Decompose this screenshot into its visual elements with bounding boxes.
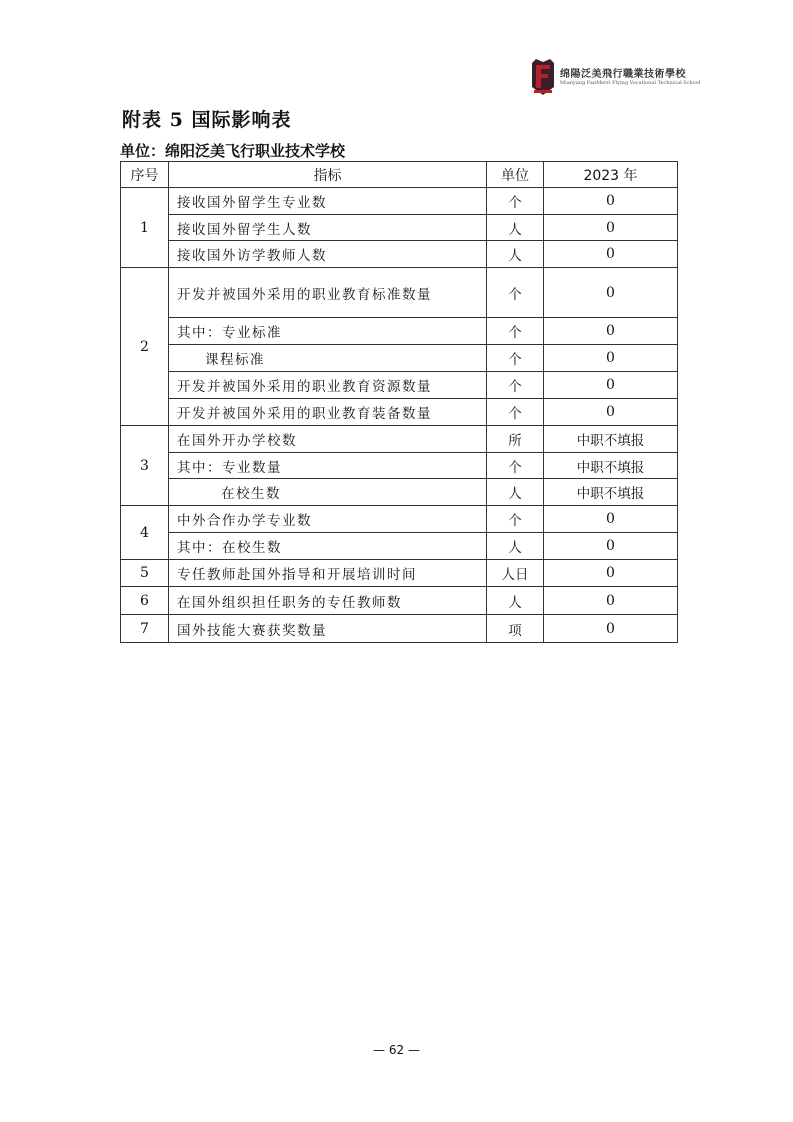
logo-chinese-name: 绵陽泛美飛行職業技術學校 [560,69,686,80]
row-unit: 个 [487,453,544,479]
row-indicator: 开发并被国外采用的职业教育资源数量 [169,372,487,399]
international-influence-table [120,161,678,643]
table-row [121,268,678,318]
table-row [121,453,678,479]
row-value: 0 [544,318,678,345]
table-row [121,479,678,506]
row-indicator: 其中：在校生数 [169,533,487,560]
school-logo [530,57,701,97]
table-row [121,241,678,268]
row-value: 中职不填报 [544,426,678,453]
table-row [121,188,678,215]
row-indicator: 在国外开办学校数 [169,426,487,453]
row-indicator: 接收国外留学生人数 [169,215,487,241]
row-seq: 7 [121,615,169,643]
table-row [121,533,678,560]
row-unit: 人 [487,479,544,506]
row-value: 0 [544,372,678,399]
table-row [121,215,678,241]
row-seq: 1 [121,188,169,268]
row-unit: 个 [487,268,544,318]
row-value: 0 [544,615,678,643]
row-value: 0 [544,345,678,372]
row-seq: 4 [121,506,169,560]
row-value: 0 [544,215,678,241]
page-title: 附表 5 国际影响表 [122,109,292,131]
row-unit: 人 [487,533,544,560]
row-indicator: 其中：专业标准 [169,318,487,345]
row-indicator: 其中：专业数量 [169,453,487,479]
row-value: 中职不填报 [544,479,678,506]
table-row [121,426,678,453]
row-value: 0 [544,560,678,587]
row-unit: 个 [487,188,544,215]
row-value: 0 [544,506,678,533]
page-number: — 62 — [373,1043,420,1057]
table-row [121,345,678,372]
row-unit: 项 [487,615,544,643]
table-row [121,615,678,643]
header-value: 2023 年 [544,162,678,188]
row-value: 0 [544,533,678,560]
row-indicator: 开发并被国外采用的职业教育标准数量 [169,268,487,318]
row-seq: 6 [121,587,169,615]
table-header-row [121,162,678,188]
row-value: 0 [544,268,678,318]
row-seq: 5 [121,560,169,587]
row-value: 0 [544,399,678,426]
row-indicator: 在国外组织担任职务的专任教师数 [169,587,487,615]
row-indicator: 开发并被国外采用的职业教育装备数量 [169,399,487,426]
row-indicator: 中外合作办学专业数 [169,506,487,533]
row-value: 0 [544,587,678,615]
table-row [121,560,678,587]
table-row [121,399,678,426]
row-seq: 2 [121,268,169,426]
table-row [121,318,678,345]
row-value: 0 [544,188,678,215]
row-unit: 个 [487,318,544,345]
row-indicator: 接收国外访学教师人数 [169,241,487,268]
row-value: 0 [544,241,678,268]
school-crest-icon [530,57,556,97]
header-seq: 序号 [121,162,169,188]
row-unit: 人 [487,215,544,241]
row-unit: 个 [487,372,544,399]
row-unit: 人 [487,241,544,268]
row-indicator: 国外技能大赛获奖数量 [169,615,487,643]
row-unit: 个 [487,345,544,372]
row-value: 中职不填报 [544,453,678,479]
table-row [121,372,678,399]
row-unit: 个 [487,506,544,533]
row-indicator: 接收国外留学生专业数 [169,188,487,215]
logo-english-name: Mianyang FanMerri Flying Vocational Technical School [560,80,701,86]
row-unit: 人日 [487,560,544,587]
header-indicator: 指标 [169,162,487,188]
table-row [121,506,678,533]
header-unit: 单位 [487,162,544,188]
row-indicator: 课程标准 [169,345,487,372]
row-unit: 人 [487,587,544,615]
row-indicator: 在校生数 [169,479,487,506]
row-unit: 个 [487,399,544,426]
row-seq: 3 [121,426,169,506]
table-row [121,587,678,615]
row-unit: 所 [487,426,544,453]
unit-line: 单位：绵阳泛美飞行职业技术学校 [120,142,346,160]
row-indicator: 专任教师赴国外指导和开展培训时间 [169,560,487,587]
